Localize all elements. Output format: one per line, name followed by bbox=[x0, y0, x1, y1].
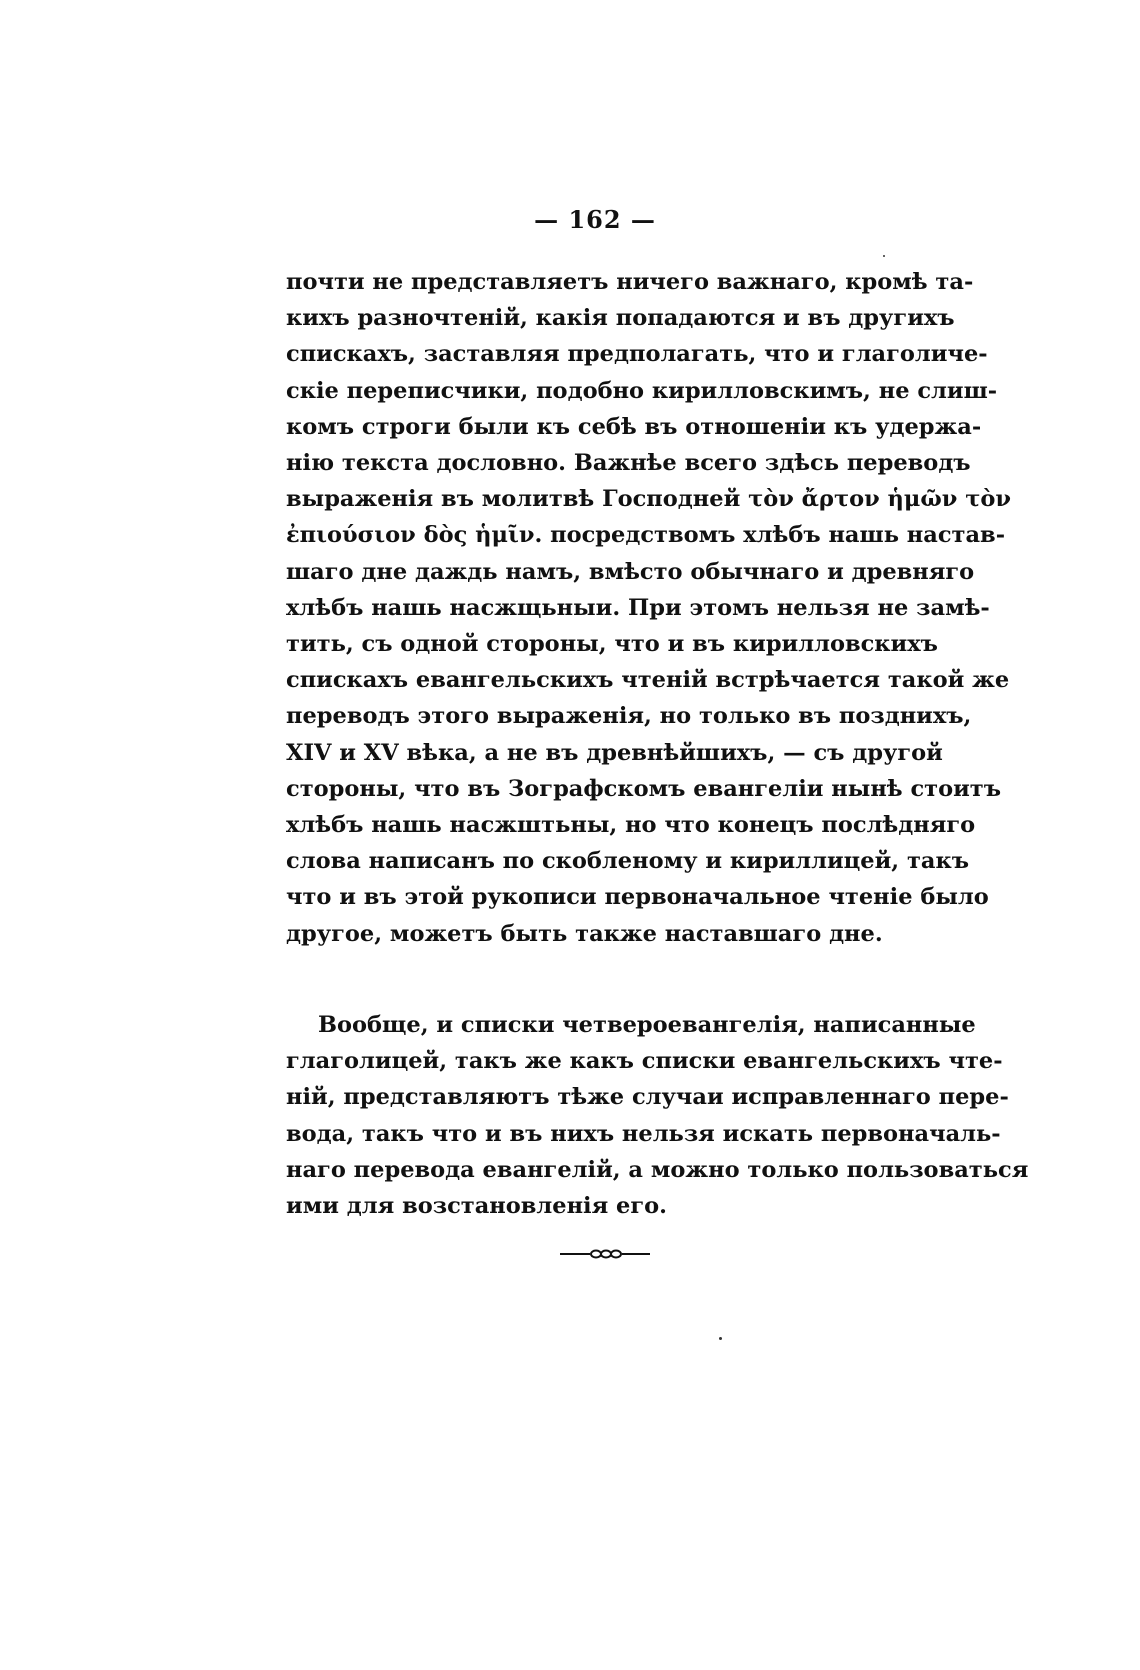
text-line: Вообще, и списки четвероевангелія, написанные bbox=[318, 1012, 976, 1038]
text-line: другое, можетъ быть также наставшаго дне. bbox=[286, 920, 883, 947]
text-line: спискахъ евангельскихъ чтеній встрѣчается такой же bbox=[286, 667, 1010, 694]
text-line: ній, представляютъ тѣже случаи исправленнаго пере- bbox=[286, 1084, 1009, 1111]
text-line: стороны, что въ Зографскомъ евангеліи нынѣ стоитъ bbox=[286, 775, 1001, 802]
text-line: шаго дне даждь намъ, вмѣсто обычнаго и древняго bbox=[286, 558, 975, 585]
text-line: ἐπιούσιον δὸς ἡμῖν. посредствомъ хлѣбъ нашь настав- bbox=[286, 522, 1006, 549]
text-line: вода, такъ что и въ нихъ нельзя искать первоначаль- bbox=[286, 1120, 1001, 1147]
text-line: переводъ этого выраженія, но только въ позднихъ, bbox=[286, 703, 972, 730]
text-line: комъ строги были къ себѣ въ отношеніи къ удержа- bbox=[286, 413, 982, 440]
text-line: наго перевода евангелій, а можно только пользоваться bbox=[286, 1156, 1029, 1183]
text-line: ими для возстановленія его. bbox=[286, 1193, 667, 1220]
text-line: кихъ разночтеній, какія попадаются и въ другихъ bbox=[286, 305, 955, 332]
text-line: что и въ этой рукописи первоначальное чтеніе было bbox=[286, 884, 989, 911]
text-line: спискахъ, заставляя предполагать, что и глаголиче- bbox=[286, 341, 988, 368]
text-line: тить, съ одной стороны, что и въ кирилловскихъ bbox=[286, 631, 938, 658]
text-line: хлѣбъ нашь насжштьны, но что конецъ послѣдняго bbox=[286, 812, 976, 839]
end-ornament bbox=[560, 1248, 652, 1260]
text-line: XIV и XV вѣка, а не въ древнѣйшихъ, — съ другой bbox=[286, 739, 943, 766]
text-line: хлѣбъ нашь насжщьныи. При этомъ нельзя не замѣ- bbox=[286, 594, 990, 621]
paper-speck bbox=[883, 255, 885, 257]
paper-speck bbox=[719, 1337, 722, 1340]
text-line: глаголицей, такъ же какъ списки евангельскихъ чте- bbox=[286, 1048, 1003, 1075]
text-line: слова написанъ по скобленому и кириллицей, такъ bbox=[286, 848, 969, 875]
text-line: нію текста дословно. Важнѣе всего здѣсь переводъ bbox=[286, 450, 971, 477]
paragraph-2 bbox=[286, 1007, 1029, 1224]
text-line: скіе переписчики, подобно кирилловскимъ, не слиш- bbox=[286, 377, 998, 404]
text-line: почти не представляетъ ничего важнаго, кромѣ та- bbox=[286, 269, 974, 295]
paragraph-1 bbox=[286, 264, 1011, 952]
page-number: — 162 — bbox=[534, 205, 656, 234]
text-line: выраженія въ молитвѣ Господней τὸν ἄρτον ἡμῶν τὸν bbox=[286, 486, 1011, 513]
